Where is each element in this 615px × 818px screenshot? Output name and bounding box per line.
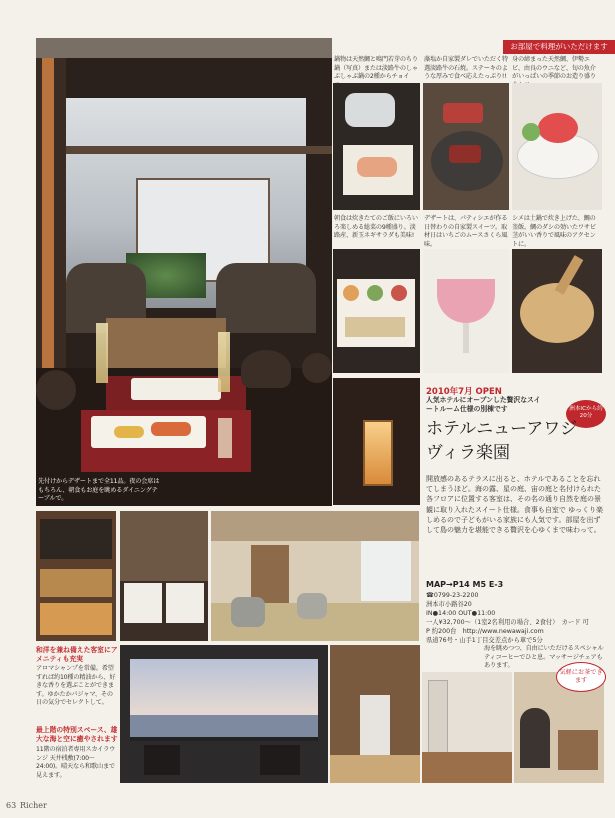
hotel-phone: ☎0799-23-2200	[426, 592, 479, 599]
glass-3	[218, 418, 232, 458]
magazine-name: Richer	[20, 801, 47, 810]
rice-pot	[520, 283, 594, 343]
lantern	[363, 420, 393, 486]
massage-chair	[558, 730, 598, 770]
sashimi-fish	[538, 113, 578, 143]
dessert-photo	[423, 249, 509, 373]
bed-1	[124, 583, 162, 623]
pot-far-right	[302, 353, 332, 383]
glass-1	[96, 323, 108, 383]
caption-breakfast: 朝食は炊きたてのご飯にいろいろ楽しめる総菜の9種盛り。淡路産、新玉ネギサラダも美味!	[334, 215, 418, 240]
lounge-caption: 海を眺めつつ、自由にいただけるスペシャルティコーヒーでひと息。マッサージチェアもあります。	[484, 645, 604, 670]
pot-left	[36, 370, 76, 410]
coffee-counter	[422, 752, 512, 783]
chair-right	[216, 263, 316, 333]
hotel-price: 一人¥32,700〜（1室2名利用の場合、2食付） カード 可	[426, 619, 589, 626]
breakfast-dish-2	[367, 285, 383, 301]
coffee-photo	[422, 672, 512, 783]
living-door	[251, 545, 289, 605]
caption-hotpot: 鍋物は天然鯛と鳴門若芽のちり鍋（写真）または淡路牛のしゃぶしゃぶ鍋の2種からチョイ	[334, 56, 418, 81]
pillar-left	[42, 58, 54, 388]
distance-badge-text: 洲本ICから約20分	[569, 406, 603, 419]
room-title: 和洋を兼ね備えた客室にアメニティも充実	[36, 646, 118, 663]
caption-dining: 先付けからデザートまで全11品。夜の会席はもちろん、朝食もお庭を眺めるダイニングテーブルで。	[38, 478, 160, 503]
hotel-name-line2: ヴィラ楽園	[426, 443, 510, 463]
breakfast-dish-4	[345, 317, 405, 337]
steak-meat	[443, 103, 483, 123]
top-bleed	[36, 38, 332, 58]
top-strip	[0, 0, 615, 38]
bedroom-photo	[120, 511, 208, 641]
dining-room-photo	[36, 58, 332, 506]
sashimi-garnish	[522, 123, 540, 141]
living-room-photo	[211, 511, 419, 641]
rice-photo	[512, 249, 602, 373]
amenity-photo	[36, 511, 116, 641]
glass-2	[218, 332, 230, 392]
breakfast-dish-1	[343, 285, 359, 301]
caption-dessert: デザートは、パティシエが作る日替わりの自家製スイーツ。取材日はいちごのムースさくら風味。	[424, 215, 508, 248]
dessert-stem	[463, 323, 469, 353]
plate-1	[131, 378, 221, 400]
in-room-dining-tab: お部屋で料理がいただけます	[503, 40, 615, 54]
lounge-railing	[130, 737, 318, 741]
top-floor-title: 最上階の特別スペース、雄大な海と空に癒やされます	[36, 726, 118, 743]
hotel-tagline: 人気ホテルにオープンした贅沢なスイートルーム仕様の別棟です	[426, 396, 541, 413]
beam	[66, 146, 332, 154]
food-1	[114, 426, 144, 438]
corridor-photo	[330, 645, 420, 783]
tea-bubble	[556, 662, 606, 692]
tea-bubble-text: 気軽にお茶できます	[559, 669, 603, 684]
caption-steak: 藻塩か自家製ダレでいただく特選淡路牛の石焼。ステーキのような厚みで食べ応えたっぷり!!	[424, 56, 508, 81]
open-label: 2010年7月 OPEN	[426, 387, 502, 397]
living-window	[361, 541, 411, 601]
corridor-floor	[330, 755, 420, 783]
food-2	[151, 422, 191, 436]
amenity-drawer-1	[40, 569, 112, 597]
hotel-map: MAP→P14 M5 E-3	[426, 580, 504, 589]
lounge-sky	[130, 659, 318, 715]
lounge-sea	[130, 715, 318, 739]
cushion-2	[297, 593, 327, 619]
cushion-1	[231, 597, 265, 627]
massage-person	[520, 708, 550, 768]
hotpot-food	[357, 157, 397, 177]
sashimi-photo	[512, 83, 602, 210]
amenity-drawer-2	[40, 603, 112, 635]
living-ceiling	[211, 511, 419, 541]
pot-right	[241, 350, 291, 388]
lounge-chair-1	[144, 745, 180, 775]
hotel-access: 県道76号・山手1丁目交差点から車で5分	[426, 637, 543, 644]
bed-2	[166, 583, 204, 623]
breakfast-dish-3	[391, 285, 407, 301]
amenity-shelf	[40, 519, 112, 559]
hotel-address: 洲本市小路谷20	[426, 601, 472, 608]
bedroom-wall	[120, 511, 208, 581]
page-number: 63	[6, 801, 17, 810]
caption-sashimi: 身の締まった天然鯛、伊勢エビ、由良のウニなど、旬の魚介がいっぱいの季節のお造り盛り	[512, 56, 596, 81]
caption-rice: シメは土鍋で炊き上げた、鯛の釜飯。鯛のダシの効いたワサビ茎がいい香りで風味のアクセントに。	[512, 215, 596, 248]
hotpot-pot	[345, 93, 395, 127]
coffee-machine	[428, 680, 448, 762]
lounge-chair-2	[260, 745, 300, 775]
top-floor-body: 11階の宿泊者専用スカイラウンジ 天井桟敷(7:00〜24:00)。晴天なら和歌山まで見えます。	[36, 746, 116, 779]
sky-lounge-photo	[120, 645, 328, 783]
hotel-inout: IN●14:00 OUT●11:00	[426, 610, 496, 617]
hotel-name-line1: ホテルニューアワジ	[426, 419, 578, 439]
hotpot-photo	[333, 83, 420, 210]
steak-photo	[423, 83, 509, 210]
chair-back	[106, 318, 226, 368]
lantern-photo	[333, 378, 420, 505]
dessert-glass	[437, 279, 495, 323]
room-body: アロマシャンプを常備。希望すれば約10種の精油から、好きな香りを選ぶことができます。ゆかたかパジャマ、その日の気分でセレクトして。	[36, 665, 116, 707]
hotel-parking: P 約200台 http://www.newawaji.com	[426, 628, 544, 635]
breakfast-photo	[333, 249, 420, 373]
steak-meat-2	[449, 145, 481, 163]
hotel-description: 開放感のあるテラスに出ると、ホテルであることを忘れてしまうほど。海の露、星の庭、宙の庭と名付けられた各フロアに位置する客室は、その名の通り自然を庭の景観に取り入れたスイート仕様。食事も自室で ゆっくり楽しめるので子どもがいる家族にも人気です。部屋を出ずして島の魅力を堪能できる贅沢を心ゆくまで味わって。	[426, 475, 604, 535]
